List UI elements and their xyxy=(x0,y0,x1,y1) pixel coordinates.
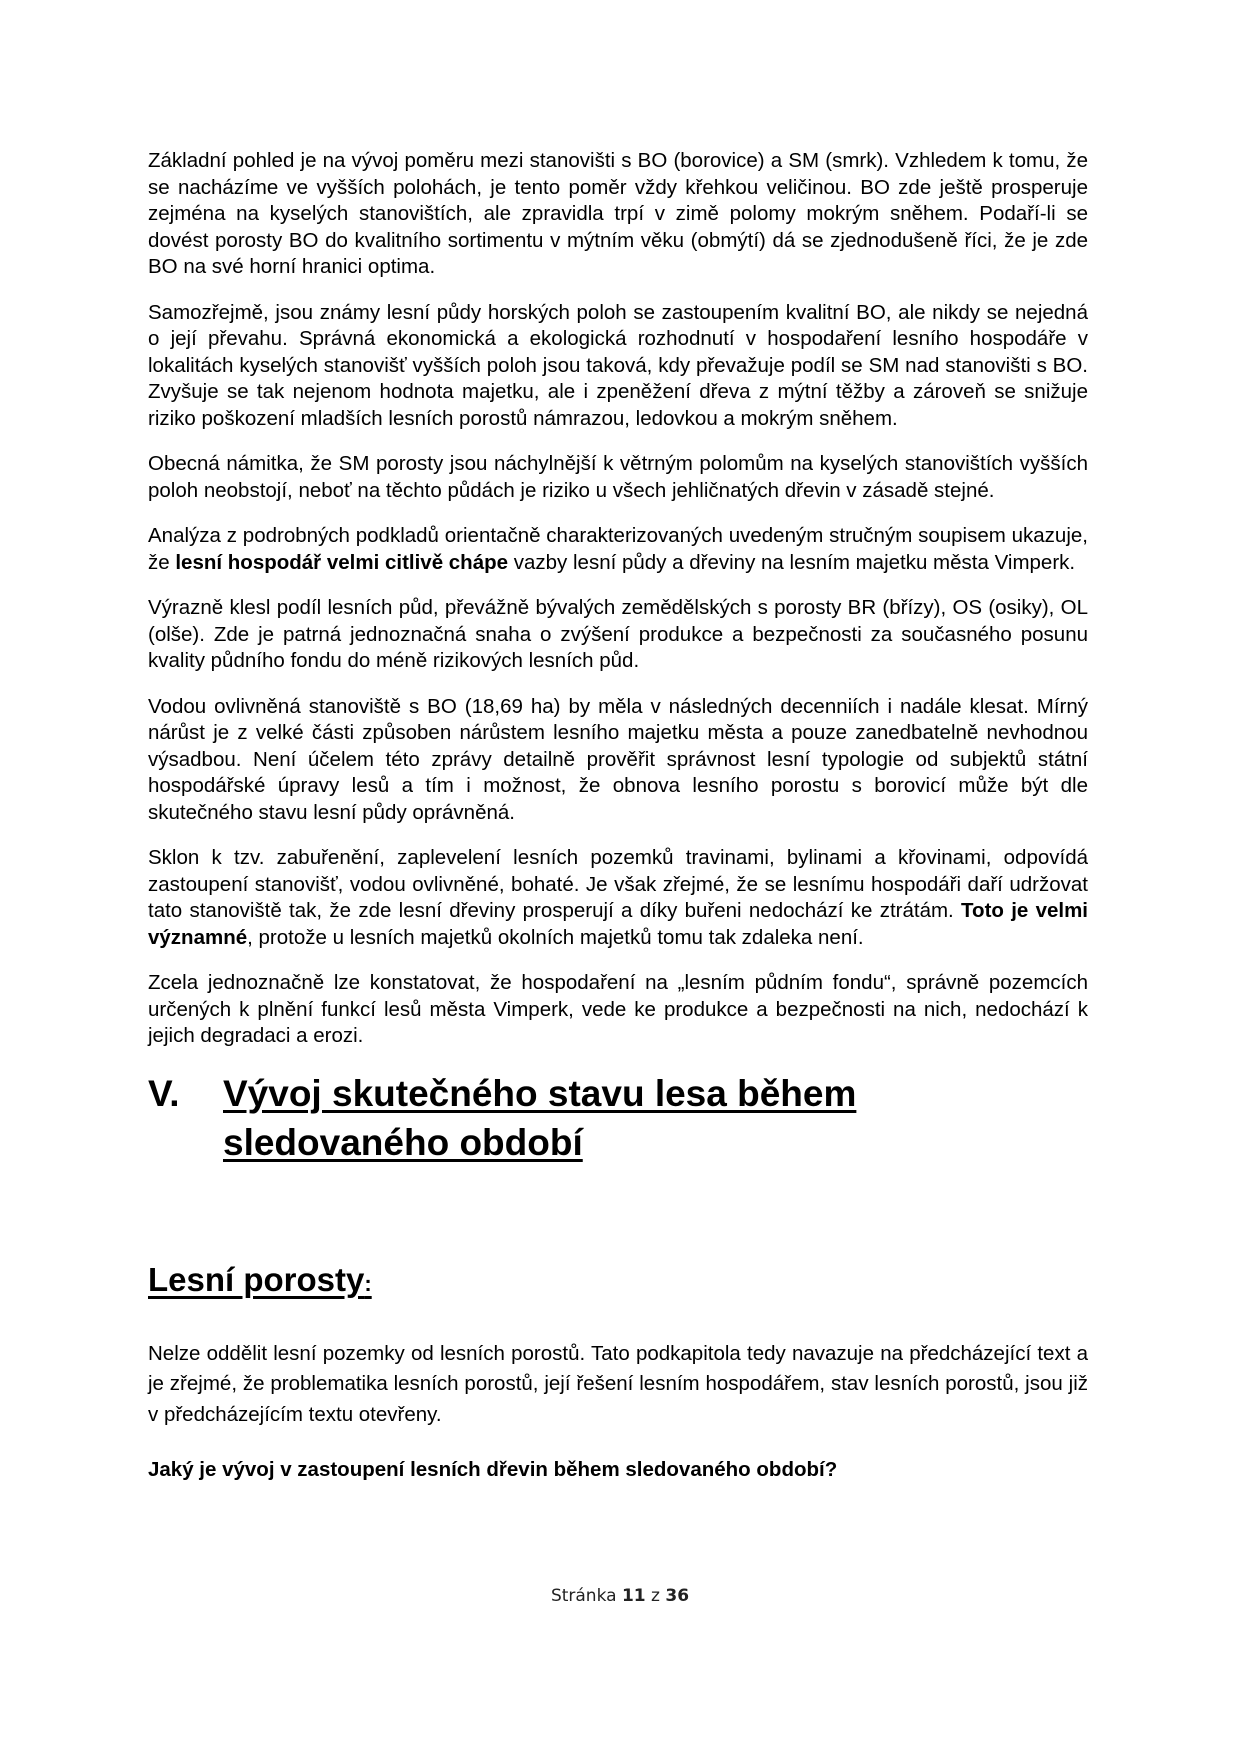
paragraph-conclusion xyxy=(148,970,1088,1050)
footer-total-pages: 36 xyxy=(665,1586,690,1606)
paragraph-text: Výrazně klesl podíl lesních půd, převážně bývalých zemědělských s porosty BR (břízy), OS (osiky), OL (olše). Zde je patrná jednoznačná snaha o zvýšení produkce a bezpečnosti za současného posunu kvality půdního fondu do méně rizikových lesních půd. xyxy=(148,596,1088,672)
chapter-number: V. xyxy=(148,1072,180,1114)
document-page xyxy=(148,148,1088,1484)
paragraph-text: Obecná námitka, že SM porosty jsou náchylnější k větrným polomům na kyselých stanovištích vyšších poloh neobstojí, neboť na těchto půdách je riziko u všech jehličnatých dřevin v zásadě stejné. xyxy=(148,452,1088,502)
paragraph-water-influenced xyxy=(148,694,1088,827)
page-footer xyxy=(0,1586,1240,1606)
paragraph-text: Vodou ovlivněná stanoviště s BO (18,69 ha) by měla v následných decenniích i nadále klesat. Mírný nárůst je z velké části způsoben nárůstem lesního majetku města a pouze zanedbatelně nevhodnou výsadbou. Není účelem této zprávy detailně prověřit správnost lesní typologie od subjektů státní hospodářské úpravy lesů a tím i možnost, že obnova lesního porostu s borovicí může být dle skutečného stavu lesní půdy oprávněná. xyxy=(148,694,1088,824)
section-question: Jaký je vývoj v zastoupení lesních dřevin během sledovaného období? xyxy=(148,1458,838,1481)
footer-separator: z xyxy=(651,1586,660,1606)
chapter-title-line2: sledovaného období xyxy=(223,1121,583,1163)
paragraph-text: vazby lesní půdy a dřeviny na lesním majetku města Vimperk. xyxy=(508,550,1076,574)
paragraph-text: , protože u lesních majetků okolních majetků tomu tak zdaleka není. xyxy=(247,925,864,949)
subsection-paragraph: Nelze oddělit lesní pozemky od lesních porostů. Tato podkapitola tedy navazuje na předcházející text a je zřejmé, že problematika lesních porostů, její řešení lesním hospodářem, stav lesních porostů, jsou již v předcházejícím textu otevřeny. xyxy=(148,1341,1088,1426)
paragraph-mountain-soils xyxy=(148,300,1088,433)
subsection-heading xyxy=(148,1259,1088,1305)
paragraph-decline xyxy=(148,595,1088,675)
chapter-heading xyxy=(148,1069,1088,1167)
paragraph-text: Sklon k tzv. zabuřenění, zaplevelení lesních pozemků travinami, bylinami a křovinami, odpovídá zastoupení stanovišť, vodou ovlivněné, bohaté. Je však zřejmé, že se lesnímu hospodáři daří udržovat tato stanoviště tak, že zde lesní dřeviny prosperují a díky buřeni nedochází ke ztrátám. xyxy=(148,846,1088,922)
paragraph-text: Samozřejmě, jsou známy lesní půdy horských poloh se zastoupením kvalitní BO, ale nikdy se nejedná o její převahu. Správná ekonomická a ekologická rozhodnutí v hospodaření lesního hospodáře v lokalitách kyselých stanovišť vyšších poloh jsou taková, kdy převažuje podíl se SM nad stanovišti s BO. Zvyšuje se tak nejenom hodnota majetku, ale i zpeněžení dřeva z mýtní těžby a zároveň se snižuje riziko poškození mladších lesních porostů námrazou, ledovkou a mokrým sněhem. xyxy=(148,300,1088,430)
footer-label: Stránka xyxy=(550,1586,617,1606)
paragraph-text: Zcela jednoznačně lze konstatovat, že hospodaření na „lesním půdním fondu“, správně pozemcích určených k plnění funkcí lesů města Vimperk, vede ke produkce a bezpečnosti na nich, nedochází k jejich degradaci a erozi. xyxy=(148,971,1088,1047)
subsection-title: Lesní porosty xyxy=(148,1260,365,1298)
paragraph-analysis xyxy=(148,523,1088,576)
paragraph-weeds xyxy=(148,845,1088,951)
emphasis-text: Toto je velmi významné xyxy=(148,899,1089,949)
footer-current-page: 11 xyxy=(621,1586,646,1606)
paragraph-bo-sm-ratio xyxy=(148,148,1088,281)
paragraph-objection xyxy=(148,451,1088,504)
emphasis-text: lesní hospodář velmi citlivě chápe xyxy=(175,550,509,574)
paragraph-text: Analýza z podrobných podkladů orientačně charakterizovaných uvedeným stručným soupisem ukazuje, že xyxy=(148,524,1088,574)
paragraph-text: Základní pohled je na vývoj poměru mezi stanovišti s BO (borovice) a SM (smrk). Vzhledem k tomu, že se nacházíme ve vyšších polohách, je tento poměr vždy křehkou veličinou. BO zde ještě prosperuje zejména na kyselých stanovištích, ale zpravidla trpí v zimě polomy mokrým sněhem. Podaří-li se dovést porosty BO do kvalitního sortimentu v mýtním věku (obmýtí) dá se zjednodušeně říci, že je zde BO na své horní hranici optima. xyxy=(148,149,1088,278)
subsection-colon: : xyxy=(364,1270,372,1296)
chapter-title-line1: Vývoj skutečného stavu lesa během xyxy=(223,1072,857,1114)
